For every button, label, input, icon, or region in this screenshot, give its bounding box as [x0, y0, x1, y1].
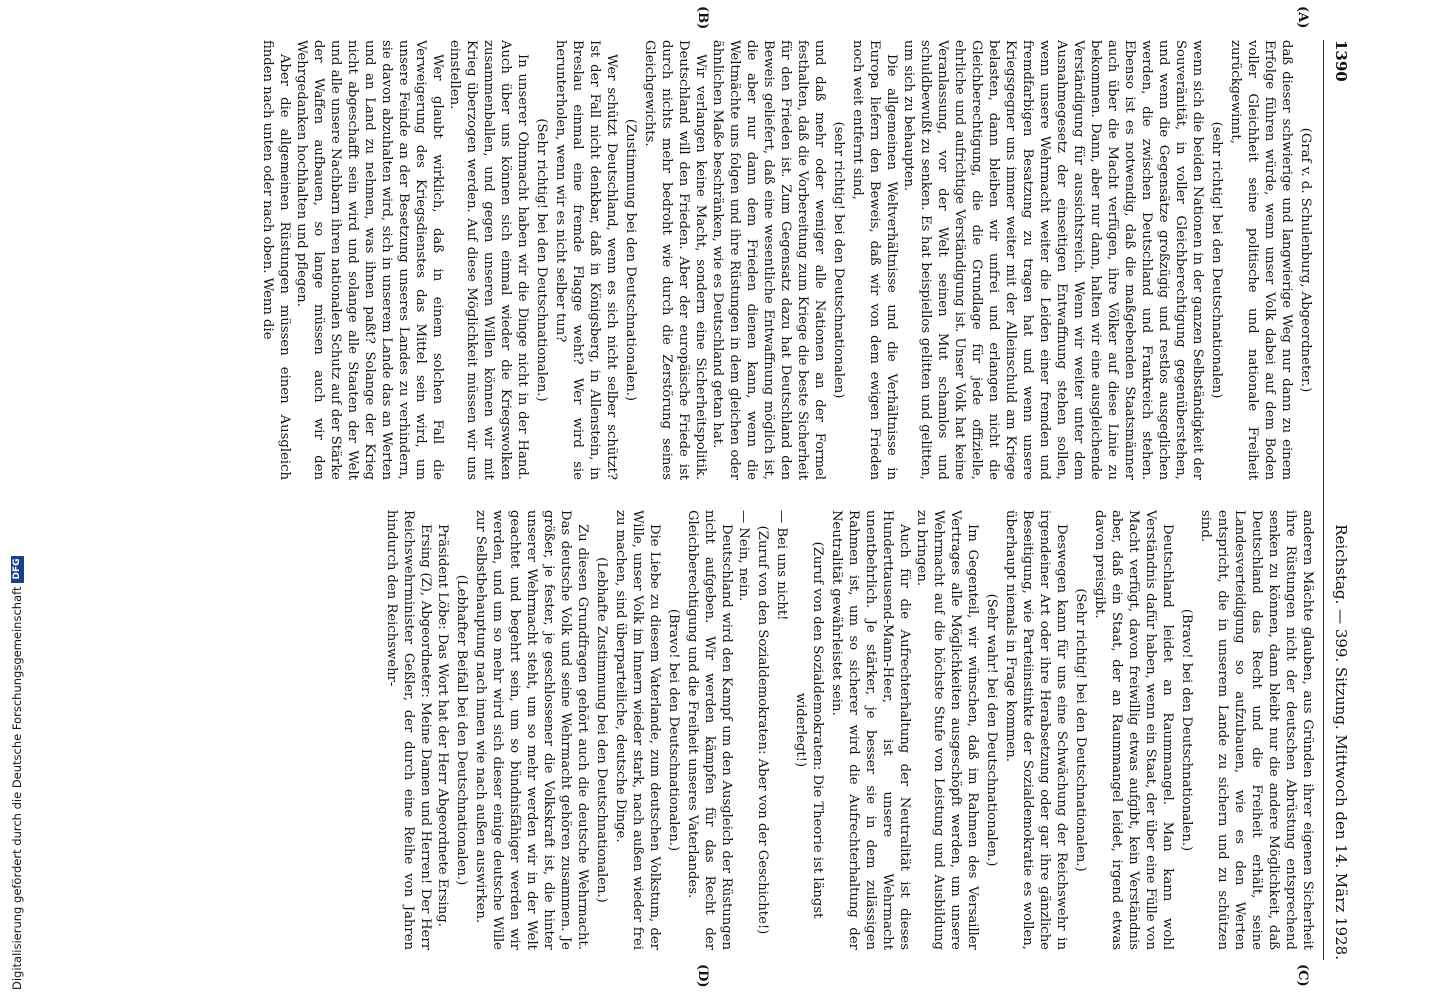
paragraph: — Bei uns nicht! — [774, 510, 789, 621]
paragraph: wenn sich die beiden Nationen in der ganzen Selbständigkeit der Souveränität, in voller Gleichberechtigung gegenüberstehen, und wenn die Gegensätze großzügig und restlos ausgeglichen werden, die zwischen Deutschland und Frankreich stehen. Ebenso ist es notwendig, daß die maßgebenden Staatsmänner auch über die Macht verfügen, ihre Völker auf diese Linie zu bekommen. Dann, aber nur dann, halten wir eine ausgleichende Verständigung für aussichtsreich. Wenn wir weiter unter dem Ausnahmegesetz der einseitigen Entwaffnung stehen sollen, wenn unsere Wehrmacht weiter die Leiden einer fremden und fremdfarbigen Besatzung zu tragen hat und wenn unsere Kriegsgegner uns immer weiter mit der Alleinschuld am Kriege belasten, dann bleiben wir unfrei und erlangen nicht die Gleichberechtigung, die die Grundlage für jede offizielle, ehrliche und aufrichtige Verständigung ist. Unser Volk hat keine Veranlassung, vor der Welt seinen Mut schamlos und schuldbewußt zu senken. Es hat beispiellos gelitten und gelitten, um sich zu behaupten. — [901, 40, 1205, 480]
left-column — [259, 40, 1316, 480]
interjection: (Zuruf von den Sozialdemokraten: Aber von der Geschichte!) — [755, 525, 770, 935]
interjection: (Sehr richtig! bei den Deutschnationalen.) — [534, 118, 549, 402]
interjection: (Bravo! bei den Deutschnationalen.) — [666, 608, 681, 852]
paragraph: Die Liebe zu diesem Vaterlande, zum deutschen Volkstum, der Wille, unser Volk im Innern wieder stark, nach außen wieder frei zu machen, sind überparteiliche, deutsche Dinge. — [613, 510, 662, 950]
interjection: (sehr richtig! bei den Deutschnationalen) — [1209, 121, 1224, 399]
speaker-line: (Graf v. d. Schulenburg, Abgeordneter.) — [1298, 127, 1313, 393]
right-column — [383, 510, 1316, 950]
paragraph: In unserer Ohnmacht haben wir die Dinge nicht in der Hand. Auch über uns können sich einmal wieder die Kriegswolken zusammenballen, und gegen unseren Willen können wir mit Krieg überzogen werden. Auf diese Möglichkeit müssen wir uns einstellen. — [447, 40, 530, 480]
paragraph: Wir verlangen keine Macht, sondern eine Sicherheitspolitik. Deutschland will den Frieden. Aber der europäische Friede ist durch nichts mehr bedroht wie durch die Zerstörung seines Gleichgewichts. — [642, 40, 708, 480]
margin-marker-b: (B) — [695, 6, 710, 30]
speaker-paragraph: Ersing (Z), Abgeordneter: Meine Damen und Herren! Der Herr Reichswehrminister Geßler, der durch eine Reihe von Jahren hindurch den Reichswehr- — [384, 510, 433, 950]
paragraph: Wer glaubt wirklich, daß in einem solchen Fall die Verweigerung des Kriegsdienstes das Mittel sein wird, um unsere Feinde an der Besetzung unseres Landes zu verhindern, sie davon abzuhalten wird, sich in unserem Lande das an Werten und an Land zu nehmen, was ihnen paßt? Solange der Krieg nicht abgeschafft sein wird und solange alle Staaten der Welt und alle unsere Nachbarn ihren nationalen Schutz auf der Stärke der Waffen aufbauen, so lange müssen auch wir den Wehrgedanken hochhalten und pflegen. — [294, 40, 445, 480]
speaker-paragraph: Präsident Löbe: Das Wort hat der Herr Abgeordnete Ersing. — [435, 524, 450, 927]
interjection: (sehr richtig! bei den Deutschnationalen) — [831, 121, 846, 399]
paragraph: Deswegen kann für uns eine Schwächung der Reichswehr in irgendeiner Art oder ihre Herabsetzung oder gar ihre gänzliche Beseitigung, wie Parteiinstinkte der Sozialdemokratie es wollen, überhaupt niemals in Frage kommen. — [1003, 510, 1069, 950]
margin-marker-a: (A) — [1295, 6, 1310, 29]
paragraph: Aber die allgemeinen Rüstungen müssen einen Ausgleich finden nach unten oder nach oben. Wenn die — [260, 40, 292, 480]
paragraph: Auch für die Aufrechterhaltung der Neutralität ist dieses Hunderttausend-Mann-Heer, ist unsere Wehrmacht unentbehrlich. Je stärker, je besser sie in dem zulässigen Rahmen ist, um so sicherer wird die Aufrechterhaltung der Neutralität gewährleistet sein. — [829, 510, 912, 950]
paragraph: Deutschland wird den Kampf um den Ausgleich der Rüstungen nicht aufgeben. Wir werden kämpfen für das Recht der Gleichberechtigung und die Freiheit unseres Vaterlandes. — [685, 510, 734, 950]
interjection: (Zustimmung bei den Deutschnationalen.) — [623, 118, 638, 402]
paragraph: daß dieser schwierige und langwierige Weg nur dann zu einem Erfolge führen würde, wenn unser Volk dabei auf dem Boden voller Gleichheit seine politische und nationale Freiheit zurückgewinnt, — [1228, 40, 1294, 480]
running-title: Reichstag. — 399. Sitzung. Mittwoch den 14. März 1928. — [1332, 524, 1350, 960]
interjection: (Sehr wahr! bei den Deutschnationalen.) — [984, 593, 999, 867]
paragraph: Die allgemeinen Weltverhältnisse und die Verhältnisse in Europa liefern den Beweis, daß wir von dem ewigen Frieden noch weit entfernt sind, — [850, 40, 899, 480]
running-header — [1323, 40, 1350, 960]
paragraph: anderen Mächte glauben, aus Gründen ihrer eigenen Sicherheit ihre Rüstungen nicht der deutschen Abrüstung entsprechend senken zu können, dann bleibt nur die andere Möglichkeit, daß Deutschland das Recht und die Freiheit erhält, seine Landesverteidigung so aufzubauen, wie es den Werten entspricht, die in unserem Lande zu sichern und zu schützen sind. — [1198, 510, 1315, 950]
margin-marker-c: (C) — [1295, 964, 1310, 987]
interjection: (Zuruf von den Sozialdemokraten: Die Theorie ist längst widerlegt!) — [793, 541, 825, 919]
paragraph: Im Gegenteil, wir wünschen, daß im Rahmen des Versailler Vertrages alle Möglichkeiten ausgeschöpft werden, um unsere Wehrmacht auf die höchste Stufe von Leistung und Ausbildung zu bringen. — [914, 510, 980, 950]
document-page — [110, 6, 1350, 988]
margin-marker-d: (D) — [695, 964, 710, 988]
paragraph: und daß mehr oder weniger alle Nationen an der Formel festhalten, daß die Vorbereitung zum Kriege die beste Sicherheit für den Frieden ist. Zum Gegensatz dazu hat Deutschland den Beweis geliefert, daß eine wesentliche Entwaffnung möglich ist, die aber nur dann dem Frieden dienen kann, wenn die Weltmächte uns folgen und ihre Rüstungen in dem gleichen oder ähnlichen Maße beschränken, wie es Deutschland getan hat. — [710, 40, 827, 480]
interjection: (Lebhafte Zustimmung bei den Deutschnationalen.) — [594, 557, 609, 903]
funding-text: Digitalisierung gefördert durch die Deutsche Forschungsgemeinschaft — [10, 586, 24, 990]
paragraph: Deutschland leidet an Raummangel. Man kann wohl Verständnis dafür haben, wenn ein Staat, der über eine Fülle von Macht verfügt, davon freiwillig etwas aufgibt, kein Verständnis aber, daß ein Staat, der an Raummangel leidet, irgend etwas davon preisgibt. — [1092, 510, 1175, 950]
dfg-logo: DFG — [11, 556, 24, 583]
interjection: (Bravo! bei den Deutschnationalen.) — [1179, 608, 1194, 852]
paragraph: Wer schützt Deutschland, wenn es sich nicht selber schützt? Ist der Fall nicht denkbar, daß in Königsberg, in Allenstein, in Breslau einmal eine fremde Flagge weht? Wer wird sie herunterholen, wenn wir es nicht selber tun? — [553, 40, 619, 480]
page-number: 1390 — [1332, 40, 1350, 82]
funding-footer — [8, 0, 26, 990]
paragraph: Zu diesen Grundfragen gehört auch die deutsche Wehrmacht. Das deutsche Volk und seine Wehrmacht gehören zusammen. Je größer, je fester, je geschlossener die Volkskraft ist, die hinter unserer Wehrmacht steht, um so mehr werden wir in der Welt geachtet und begehrt sein, um so bündnisfähiger werden wir werden, und um so mehr wird sich dieser einige deutsche Wille zur Selbstbehauptung nach innen wie nach außen auswirken. — [473, 510, 590, 950]
paragraph: — Nein, nein. — [736, 510, 751, 602]
interjection: (Lebhafter Beifall bei den Deutschnationalen.) — [454, 574, 469, 886]
interjection: (Sehr richtig! bei den Deutschnationalen.) — [1073, 588, 1088, 872]
